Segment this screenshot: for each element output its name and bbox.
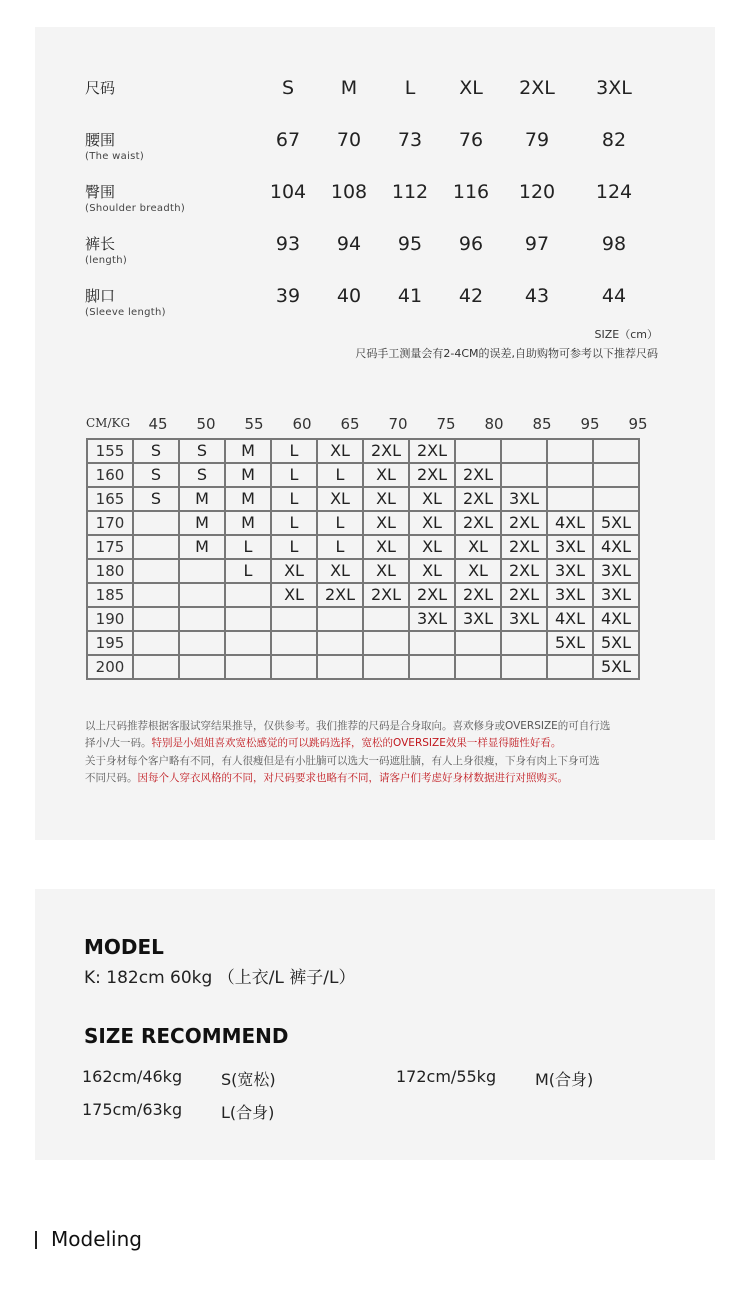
- grid-weight-label: 85: [532, 415, 552, 433]
- measure-value: 70: [336, 129, 362, 151]
- grid-cell: [547, 463, 593, 487]
- size-unit-label: SIZE（cm）: [594, 328, 658, 341]
- measure-value: 79: [524, 129, 550, 151]
- measure-name: 脚口: [85, 287, 116, 305]
- note-line-1: [85, 718, 610, 735]
- grid-cell: [271, 607, 317, 631]
- grid-cell: 2XL: [455, 463, 501, 487]
- grid-cell: [501, 655, 547, 679]
- measure-value: 82: [601, 129, 627, 151]
- grid-weight-label: 95: [628, 415, 648, 433]
- measure-subtitle: (Shoulder breadth): [85, 203, 186, 214]
- measure-row-hip: [35, 181, 715, 221]
- note-text: 以上尺码推荐根据客服试穿结果推导，仅供参考。我们推荐的尺码是合身取向。喜欢修身或OVERSIZE的可自行选: [85, 720, 611, 732]
- measure-subtitle: (Sleeve length): [85, 307, 166, 318]
- note-text: 择小/大一码。: [85, 737, 152, 749]
- grid-height-label: 155: [87, 439, 133, 463]
- grid-cell: [409, 631, 455, 655]
- model-title: MODEL: [84, 935, 164, 959]
- grid-cell: S: [179, 439, 225, 463]
- grid-cell: M: [179, 487, 225, 511]
- grid-cell: S: [133, 439, 179, 463]
- grid-row: [87, 463, 639, 487]
- grid-cell: 5XL: [593, 655, 639, 679]
- grid-cell: [133, 631, 179, 655]
- grid-row: [87, 559, 639, 583]
- grid-cell: 2XL: [409, 463, 455, 487]
- grid-cell: [179, 559, 225, 583]
- grid-cell: L: [317, 511, 363, 535]
- grid-cell: L: [317, 535, 363, 559]
- grid-cell: [455, 631, 501, 655]
- grid-cell: [133, 535, 179, 559]
- grid-cell: 3XL: [501, 487, 547, 511]
- grid-weight-label: 55: [244, 415, 264, 433]
- grid-height-label: 165: [87, 487, 133, 511]
- grid-cell: [547, 439, 593, 463]
- grid-cell: 2XL: [455, 583, 501, 607]
- measure-value: 41: [397, 285, 423, 307]
- recommend-size: S(宽松): [221, 1070, 276, 1089]
- grid-height-label: 170: [87, 511, 133, 535]
- note-text: 不同尺码。: [85, 772, 138, 784]
- measure-value: 40: [336, 285, 362, 307]
- measure-name: 裤长: [85, 235, 116, 253]
- grid-cell: [225, 583, 271, 607]
- grid-cell: 3XL: [501, 607, 547, 631]
- grid-cell: [363, 631, 409, 655]
- grid-cell: L: [271, 511, 317, 535]
- grid-row: [87, 655, 639, 679]
- note-highlight: 因每个人穿衣风格的不同，对尺码要求也略有不同，请客户们考虑好身材数据进行对照购买。: [137, 772, 568, 784]
- grid-cell: 2XL: [363, 583, 409, 607]
- grid-cell: 3XL: [593, 583, 639, 607]
- grid-height-label: 190: [87, 607, 133, 631]
- grid-cell: M: [179, 535, 225, 559]
- grid-cell: [501, 439, 547, 463]
- recommend-body: 172cm/55kg: [396, 1067, 497, 1086]
- measure-subtitle: (The waist): [85, 151, 145, 162]
- measure-value: 116: [452, 181, 490, 203]
- grid-weight-label: 95: [580, 415, 600, 433]
- measure-name: 臀围: [85, 183, 116, 201]
- measure-value: 76: [458, 129, 484, 151]
- grid-cell: XL: [317, 487, 363, 511]
- recommend-size: L(合身): [221, 1103, 275, 1122]
- grid-cell: [363, 607, 409, 631]
- grid-cell: 2XL: [501, 559, 547, 583]
- measure-row-hem: [35, 285, 715, 325]
- size-header-s: S: [281, 77, 295, 99]
- grid-cell: L: [317, 463, 363, 487]
- grid-weight-label: 60: [292, 415, 312, 433]
- grid-weight-label: 75: [436, 415, 456, 433]
- measure-value: 98: [601, 233, 627, 255]
- grid-cell: L: [271, 535, 317, 559]
- grid-cell: 5XL: [593, 631, 639, 655]
- grid-cell: XL: [409, 559, 455, 583]
- grid-cell: [455, 655, 501, 679]
- grid-cell: S: [133, 463, 179, 487]
- size-header-xl: XL: [459, 77, 483, 99]
- measure-value: 39: [275, 285, 301, 307]
- measure-value: 124: [595, 181, 633, 203]
- grid-cell: 5XL: [593, 511, 639, 535]
- grid-cell: XL: [409, 487, 455, 511]
- grid-cell: M: [179, 511, 225, 535]
- grid-weight-header: [86, 415, 660, 437]
- note-line-4: [85, 770, 568, 787]
- grid-cell: [317, 655, 363, 679]
- size-header-l: L: [404, 77, 416, 99]
- grid-cell: [409, 655, 455, 679]
- grid-cell: 3XL: [409, 607, 455, 631]
- size-header-3xl: 3XL: [596, 77, 632, 99]
- size-header-row: [35, 77, 715, 117]
- measure-value: 96: [458, 233, 484, 255]
- grid-cell: XL: [317, 439, 363, 463]
- grid-cell: 2XL: [501, 583, 547, 607]
- grid-cell: XL: [455, 559, 501, 583]
- grid-cell: L: [225, 559, 271, 583]
- grid-cell: M: [225, 511, 271, 535]
- grid-height-label: 195: [87, 631, 133, 655]
- measure-value: 104: [269, 181, 307, 203]
- measure-subtitle: (length): [85, 255, 128, 266]
- grid-cell: 3XL: [547, 535, 593, 559]
- grid-cell: XL: [455, 535, 501, 559]
- grid-cell: [225, 655, 271, 679]
- grid-cell: 5XL: [547, 631, 593, 655]
- grid-cell: L: [271, 439, 317, 463]
- grid-cell: 4XL: [547, 607, 593, 631]
- grid-cell: M: [225, 487, 271, 511]
- grid-row: [87, 511, 639, 535]
- grid-cell: [133, 655, 179, 679]
- grid-cell: XL: [363, 463, 409, 487]
- grid-cell: S: [179, 463, 225, 487]
- grid-height-label: 185: [87, 583, 133, 607]
- measure-value: 73: [397, 129, 423, 151]
- grid-row: [87, 535, 639, 559]
- grid-cell: XL: [363, 487, 409, 511]
- grid-cell: 2XL: [501, 511, 547, 535]
- grid-cell: 3XL: [547, 583, 593, 607]
- note-line-3: [85, 753, 600, 770]
- grid-cell: 4XL: [547, 511, 593, 535]
- grid-cell: S: [133, 487, 179, 511]
- measure-value: 120: [518, 181, 556, 203]
- grid-row: [87, 487, 639, 511]
- measure-value: 67: [275, 129, 301, 151]
- grid-cell: [133, 559, 179, 583]
- measure-value: 97: [524, 233, 550, 255]
- measure-value: 112: [391, 181, 429, 203]
- grid-row: [87, 439, 639, 463]
- grid-cell: XL: [363, 535, 409, 559]
- measure-name: 腰围: [85, 131, 116, 149]
- note-line-2: [85, 735, 561, 752]
- grid-height-label: 175: [87, 535, 133, 559]
- grid-cell: L: [271, 463, 317, 487]
- recommend-body: 175cm/63kg: [82, 1100, 183, 1119]
- measure-row-waist: [35, 129, 715, 169]
- recommend-size: M(合身): [535, 1070, 594, 1089]
- grid-weight-label: 50: [196, 415, 216, 433]
- note-text: 关于身材每个客户略有不同，有人很瘦但是有小肚腩可以选大一码遮肚腩，有人上身很瘦，下身有肉上下身可选: [85, 755, 600, 767]
- grid-cell: [501, 631, 547, 655]
- grid-cell: [271, 631, 317, 655]
- grid-cell: [547, 655, 593, 679]
- size-chart-panel: [35, 27, 715, 840]
- measure-value: 94: [336, 233, 362, 255]
- grid-cell: [593, 487, 639, 511]
- size-header-label: 尺码: [85, 79, 116, 97]
- grid-cell: [501, 463, 547, 487]
- size-header-m: M: [340, 77, 358, 99]
- grid-cell: 2XL: [363, 439, 409, 463]
- grid-cell: [455, 439, 501, 463]
- measure-value: 95: [397, 233, 423, 255]
- grid-cell: XL: [409, 535, 455, 559]
- grid-cell: 2XL: [501, 535, 547, 559]
- measure-value: 93: [275, 233, 301, 255]
- recommend-body: 162cm/46kg: [82, 1067, 183, 1086]
- grid-cell: [179, 583, 225, 607]
- grid-cell: XL: [271, 583, 317, 607]
- grid-cell: XL: [409, 511, 455, 535]
- grid-weight-label: 45: [148, 415, 168, 433]
- grid-cell: 3XL: [547, 559, 593, 583]
- grid-cell: [225, 607, 271, 631]
- grid-cell: 2XL: [409, 583, 455, 607]
- grid-cell: 3XL: [593, 559, 639, 583]
- grid-cell: 2XL: [455, 511, 501, 535]
- grid-cell: L: [225, 535, 271, 559]
- grid-cell: [271, 655, 317, 679]
- measure-value: 44: [601, 285, 627, 307]
- grid-cell: XL: [317, 559, 363, 583]
- grid-row: [87, 583, 639, 607]
- grid-height-label: 200: [87, 655, 133, 679]
- grid-cell: 2XL: [317, 583, 363, 607]
- grid-cell: L: [271, 487, 317, 511]
- grid-row: [87, 631, 639, 655]
- section-accent-bar: [35, 1231, 37, 1249]
- grid-cell: [179, 655, 225, 679]
- grid-cell: 2XL: [455, 487, 501, 511]
- grid-cell: [363, 655, 409, 679]
- grid-cell: 3XL: [455, 607, 501, 631]
- grid-cell: [179, 607, 225, 631]
- grid-cell: 2XL: [409, 439, 455, 463]
- grid-cell: [179, 631, 225, 655]
- measure-value: 108: [330, 181, 368, 203]
- grid-cell: XL: [363, 559, 409, 583]
- grid-cell: [593, 463, 639, 487]
- measure-row-length: [35, 233, 715, 273]
- measure-value: 42: [458, 285, 484, 307]
- grid-cell: [317, 631, 363, 655]
- grid-weight-label: 80: [484, 415, 504, 433]
- grid-cell: [133, 607, 179, 631]
- grid-weight-label: 70: [388, 415, 408, 433]
- model-info-panel: [35, 889, 715, 1160]
- size-recommend-grid: [86, 438, 640, 680]
- grid-corner-label: CM/KG: [86, 416, 131, 430]
- grid-cell: M: [225, 439, 271, 463]
- grid-cell: 4XL: [593, 535, 639, 559]
- model-description: K: 182cm 60kg （上衣/L 裤子/L）: [84, 968, 356, 988]
- grid-cell: 4XL: [593, 607, 639, 631]
- grid-cell: XL: [271, 559, 317, 583]
- note-highlight: 特别是小姐姐喜欢宽松感觉的可以跳码选择，宽松的OVERSIZE效果一样显得随性好看。: [151, 737, 562, 749]
- grid-cell: XL: [363, 511, 409, 535]
- grid-cell: [133, 511, 179, 535]
- grid-row: [87, 607, 639, 631]
- size-header-2xl: 2XL: [519, 77, 555, 99]
- grid-cell: [547, 487, 593, 511]
- grid-cell: [225, 631, 271, 655]
- size-recommend-title: SIZE RECOMMEND: [84, 1024, 289, 1048]
- measure-value: 43: [524, 285, 550, 307]
- measurement-tolerance-note: 尺码手工测量会有2-4CM的误差,自助购物可参考以下推荐尺码: [355, 347, 658, 360]
- grid-cell: [133, 583, 179, 607]
- grid-height-label: 160: [87, 463, 133, 487]
- section-title-modeling: Modeling: [51, 1227, 142, 1251]
- grid-cell: M: [225, 463, 271, 487]
- grid-cell: [593, 439, 639, 463]
- grid-height-label: 180: [87, 559, 133, 583]
- grid-cell: [317, 607, 363, 631]
- grid-weight-label: 65: [340, 415, 360, 433]
